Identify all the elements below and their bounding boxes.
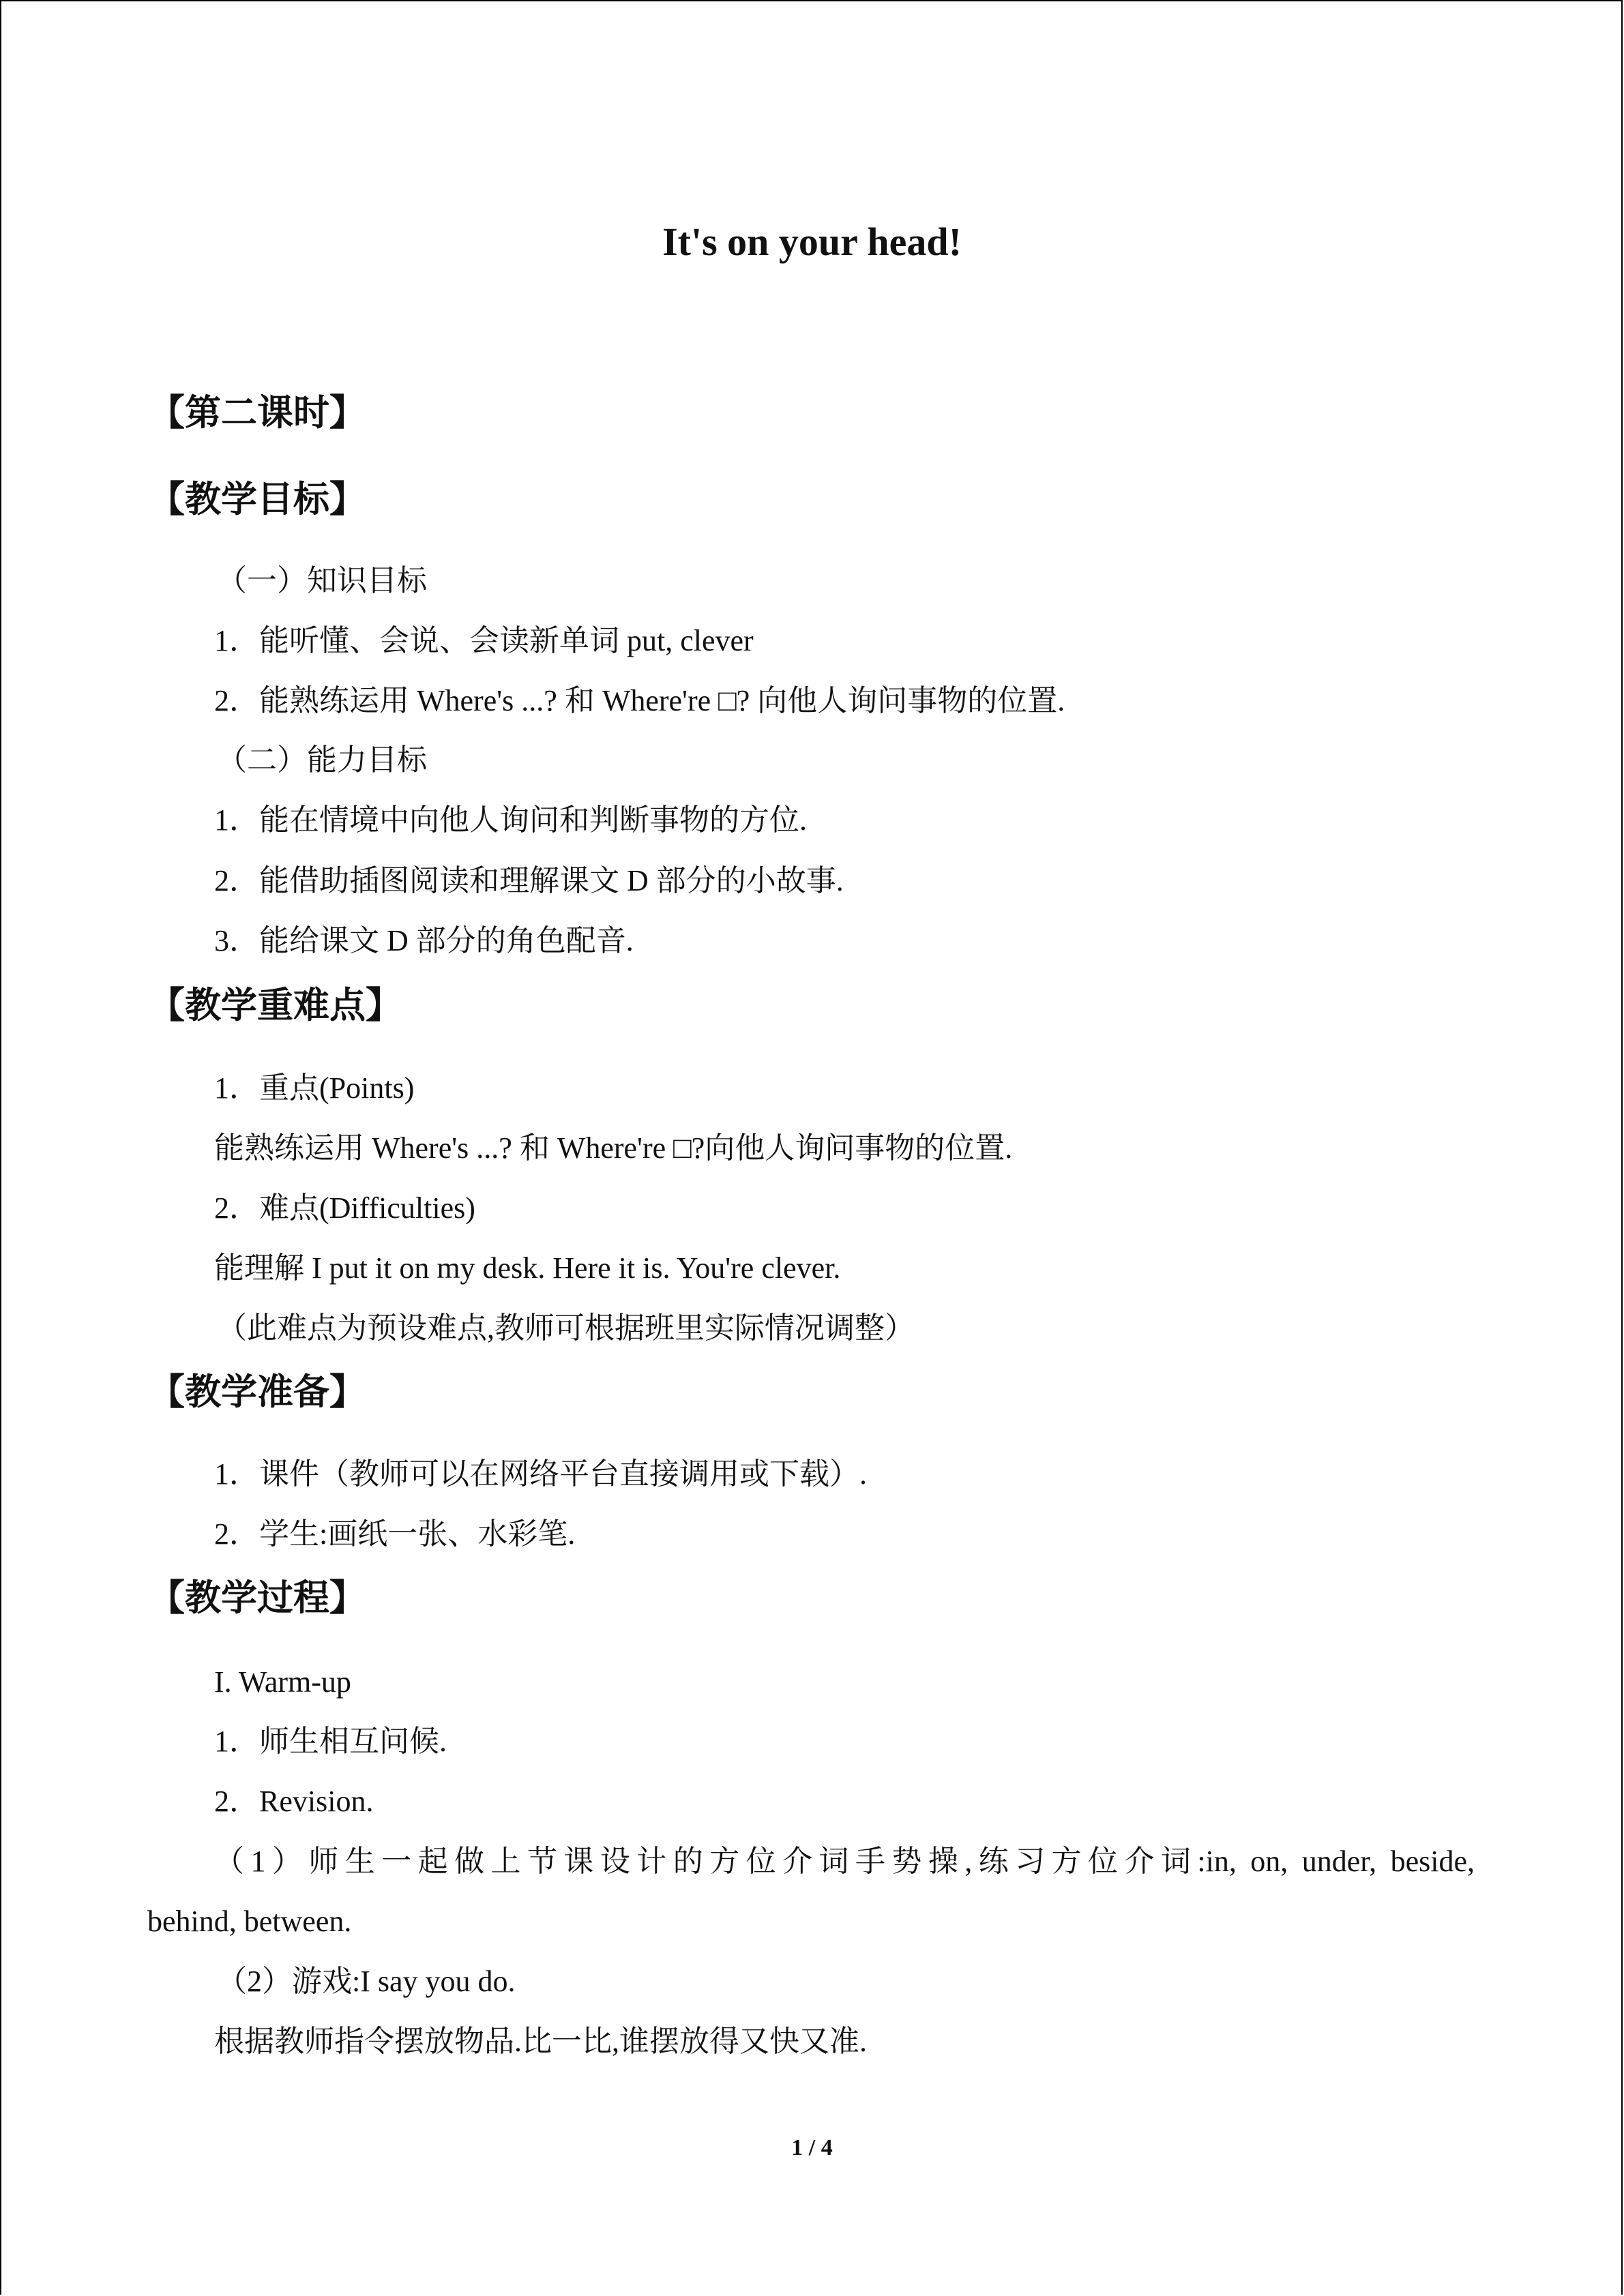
difficulties-title: 2．难点(Difficulties) <box>214 1191 475 1225</box>
objectives-heading: 【教学目标】 <box>149 479 366 520</box>
page-number: 1 / 4 <box>791 2135 833 2160</box>
difficulties-note: （此难点为预设难点,教师可根据班里实际情况调整） <box>217 1311 915 1345</box>
preparation-heading: 【教学准备】 <box>149 1371 366 1413</box>
activity-1-continued: behind, between. <box>147 1905 352 1938</box>
knowledge-objectives-title: （一）知识目标 <box>217 564 427 597</box>
difficulties-text: 能理解 I put it on my desk. Here it is. You're clever. <box>214 1251 841 1285</box>
warmup-step-1: 1．师生相互问候. <box>214 1725 447 1758</box>
ability-objective-1: 1．能在情境中向他人询问和判断事物的方位. <box>214 803 807 837</box>
points-title: 1．重点(Points) <box>214 1071 415 1105</box>
ability-objective-3: 3．能给课文 D 部分的角色配音. <box>214 924 634 957</box>
activity-2: （2）游戏:I say you do. <box>217 1965 516 1998</box>
knowledge-objective-2: 2．能熟练运用 Where's ...? 和 Where're □? 向他人询问事物的位置. <box>214 684 1065 717</box>
activity-1: （1）师生一起做上节课设计的方位介词手势操,练习方位介词:in, on, under, beside, <box>214 1845 1475 1878</box>
process-heading: 【教学过程】 <box>149 1577 366 1619</box>
points-text: 能熟练运用 Where's ...? 和 Where're □?向他人询问事物的位置. <box>214 1131 1013 1165</box>
ability-objectives-title: （二）能力目标 <box>217 743 427 777</box>
warmup-title: I. Warm-up <box>214 1665 351 1699</box>
activity-2-text: 根据教师指令摆放物品.比一比,谁摆放得又快又准. <box>214 2025 867 2058</box>
document-title: It's on your head! <box>662 220 962 264</box>
warmup-step-2: 2．Revision. <box>214 1785 374 1818</box>
key-points-heading: 【教学重难点】 <box>149 985 402 1026</box>
lesson-heading: 【第二课时】 <box>149 392 366 434</box>
knowledge-objective-1: 1．能听懂、会说、会读新单词 put, clever <box>214 624 754 657</box>
ability-objective-2: 2．能借助插图阅读和理解课文 D 部分的小故事. <box>214 864 844 897</box>
preparation-item-2: 2．学生:画纸一张、水彩笔. <box>214 1517 576 1551</box>
preparation-item-1: 1．课件（教师可以在网络平台直接调用或下载）. <box>214 1457 867 1491</box>
